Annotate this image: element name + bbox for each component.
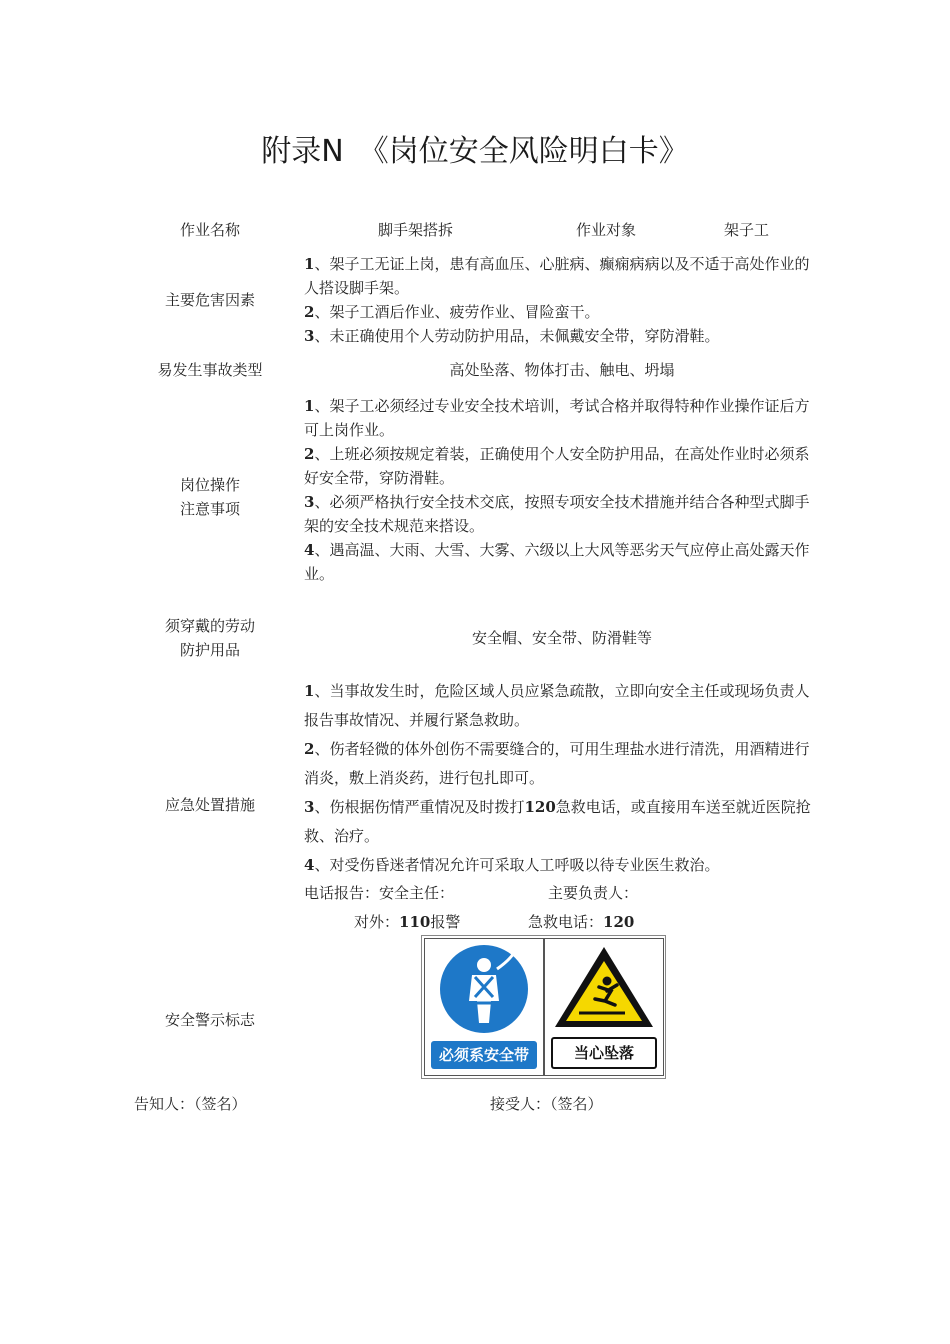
job-target-value: 架子工 bbox=[724, 221, 770, 239]
warning-fall-sign bbox=[544, 938, 664, 1076]
external-call: 对外：110报警 bbox=[354, 913, 461, 931]
ppe-value: 安全帽、安全带、防滑鞋等 bbox=[471, 629, 652, 647]
note-item-3: 3、必须严格执行安全技术交底，按照专项安全技术措施并结合各种型式脚手架的安全技术规范来搭设。 bbox=[304, 493, 810, 535]
notes-list bbox=[304, 394, 820, 586]
main-person: 主要负责人： bbox=[548, 884, 639, 902]
job-name-value: 脚手架搭拆 bbox=[378, 221, 454, 239]
hazard-item-2: 2、架子工酒后作业、疲劳作业、冒险蛮干。 bbox=[304, 303, 600, 321]
emergency-item-3: 3、伤根据伤情严重情况及时拨打120急救电话，或直接用车送至就近医院抢救、治疗。 bbox=[304, 798, 811, 845]
falling-person-warning-icon bbox=[545, 939, 663, 1037]
emergency-item-1: 1、当事故发生时，危险区域人员应紧急疏散，立即向安全主任或现场负责人报告事故情况、并履行紧急救助。 bbox=[304, 682, 810, 729]
receiver-signature: 接受人：（签名） bbox=[490, 1095, 603, 1113]
job-target-label: 作业对象 bbox=[576, 221, 637, 239]
safety-signs bbox=[421, 935, 666, 1079]
hazards-list bbox=[304, 252, 820, 348]
accidents-label: 易发生事故类型 bbox=[157, 361, 263, 379]
ppe-label-line1: 须穿戴的劳动 bbox=[164, 617, 255, 635]
note-item-1: 1、架子工必须经过专业安全技术培训，考试合格并取得特种作业操作证后方可上岗作业。 bbox=[304, 397, 810, 439]
phone-report: 电话报告：安全主任： bbox=[304, 884, 455, 902]
mandatory-harness-sign bbox=[424, 938, 544, 1076]
emergency-list bbox=[304, 677, 820, 880]
emergency-item-2: 2、伤者轻微的体外创伤不需要缝合的，可用生理盐水进行清洗，用酒精进行消炎，敷上消炎药，进行包扎即可。 bbox=[304, 740, 810, 787]
ppe-label-line2: 防护用品 bbox=[179, 641, 240, 659]
notifier-signature: 告知人：（签名） bbox=[134, 1095, 247, 1113]
notes-label bbox=[150, 473, 270, 521]
signs-label: 安全警示标志 bbox=[164, 1011, 255, 1029]
hazard-item-3: 3、未正确使用个人劳动防护用品，未佩戴安全带，穿防滑鞋。 bbox=[304, 327, 720, 345]
note-item-4: 4、遇高温、大雨、大雪、大雾、六级以上大风等恶劣天气应停止高处露天作业。 bbox=[304, 541, 810, 583]
job-name-label: 作业名称 bbox=[179, 221, 240, 239]
fall-sign-caption: 当心坠落 bbox=[551, 1037, 657, 1069]
notes-label-line2: 注意事项 bbox=[179, 500, 240, 518]
hazard-item-1: 1、架子工无证上岗，患有高血压、心脏病、癫痫病病以及不适于高处作业的人搭设脚手架。 bbox=[304, 255, 810, 297]
note-item-2: 2、上班必须按规定着装，正确使用个人安全防护用品，在高处作业时必须系好安全带，穿防滑鞋。 bbox=[304, 445, 810, 487]
page-title: 附录N 《岗位安全风险明白卡》 bbox=[261, 134, 689, 169]
emergency-label: 应急处置措施 bbox=[164, 796, 255, 814]
emergency-item-4: 4、对受伤昏迷者情况允许可采取人工呼吸以待专业医生救治。 bbox=[304, 856, 720, 874]
accidents-value: 高处坠落、物体打击、触电、坍塌 bbox=[449, 361, 675, 379]
harness-sign-caption: 必须系安全带 bbox=[431, 1041, 537, 1069]
harness-icon bbox=[425, 939, 543, 1037]
ppe-label bbox=[140, 614, 280, 662]
hazards-label: 主要危害因素 bbox=[164, 291, 255, 309]
emergency-call: 急救电话：120 bbox=[528, 913, 635, 931]
notes-label-line1: 岗位操作 bbox=[179, 476, 240, 494]
